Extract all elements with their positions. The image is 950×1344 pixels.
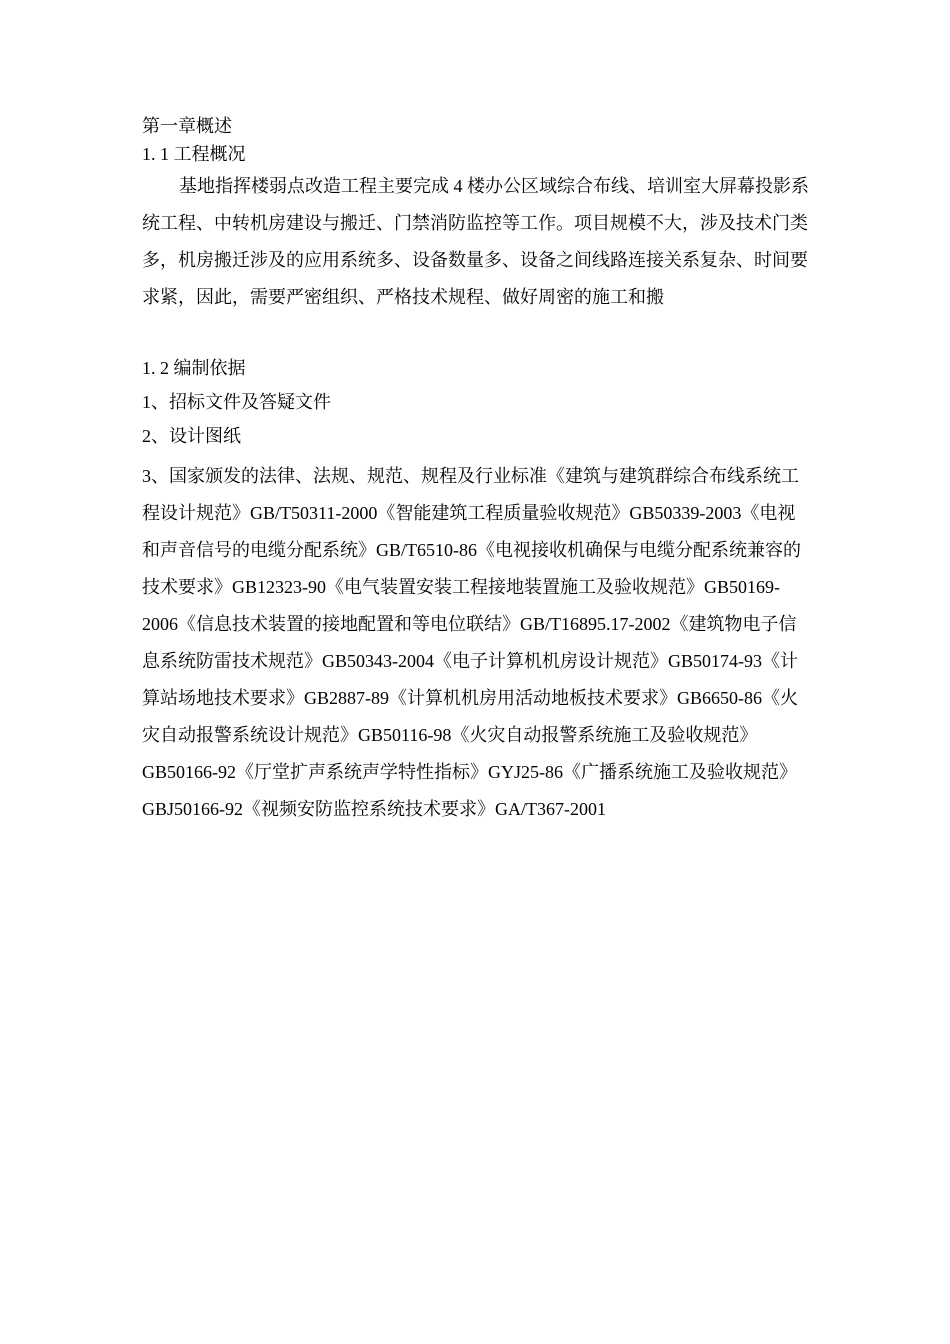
document-body [142,112,810,828]
section-heading-1-2: 1. 2 编制依据 [142,358,246,378]
section-heading-1-1: 1. 1 工程概况 [142,144,246,164]
basis-item-2: 2、设计图纸 [142,426,241,446]
basis-item-3: 3、国家颁发的法律、法规、规范、规程及行业标准《建筑与建筑群综合布线系统工程设计规范》GB/T50311-2000《智能建筑工程质量验收规范》GB50339-2003《电视和声音信号的电缆分配系统》GB/T6510-86《电视接收机确保与电缆分配系统兼容的技术要求》GB12323-90《电气装置安装工程接地装置施工及验收规范》GB50169-2006《信息技术装置的接地配置和等电位联结》GB/T16895.17-2002《建筑物电子信息系统防雷技术规范》GB50343-2004《电子计算机机房设计规范》GB50174-93《计算站场地技术要求》GB2887-89《计算机机房用活动地板技术要求》GB6650-86《火灾自动报警系统设计规范》GB50116-98《火灾自动报警系统施工及验收规范》GB50166-92《厅堂扩声系统声学特性指标》GYJ25-86《广播系统施工及验收规范》GBJ50166-92《视频安防监控系统技术要求》GA/T367-2001 [142,466,801,819]
section-spacer [142,316,810,354]
section-1-1-paragraph: 基地指挥楼弱点改造工程主要完成 4 楼办公区域综合布线、培训室大屏幕投影系统工程、中转机房建设与搬迁、门禁消防监控等工作。项目规模不大，涉及技术门类多，机房搬迁涉及的应用系统多、设备数量多、设备之间线路连接关系复杂、时间要求紧，因此，需要严密组织、严格技术规程、做好周密的施工和搬 [142,176,809,307]
chapter-title: 第一章概述 [142,116,232,136]
item-gap [142,450,810,458]
basis-item-1: 1、招标文件及答疑文件 [142,392,331,412]
